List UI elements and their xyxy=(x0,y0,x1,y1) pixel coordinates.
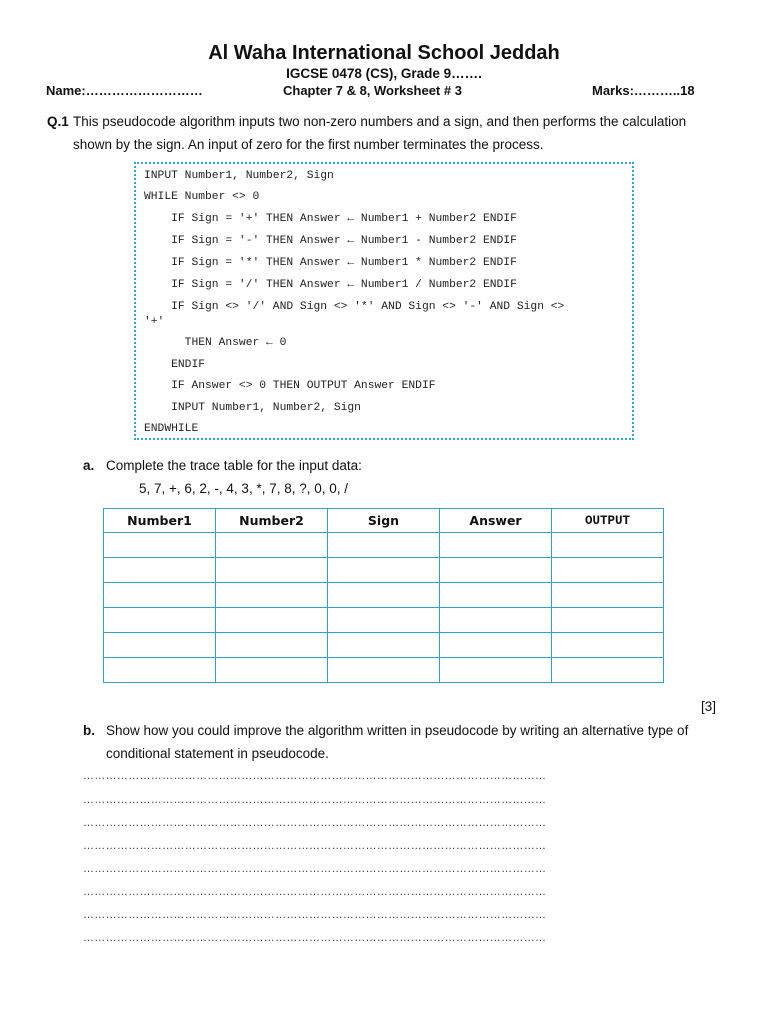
table-cell[interactable] xyxy=(216,533,328,558)
table-cell[interactable] xyxy=(552,608,664,633)
table-cell[interactable] xyxy=(552,658,664,683)
column-header: Answer xyxy=(440,509,552,533)
table-cell[interactable] xyxy=(104,533,216,558)
answer-line[interactable]: …………………………………………………………………………………………………………… xyxy=(83,863,547,875)
answer-line[interactable]: …………………………………………………………………………………………………………… xyxy=(83,840,547,852)
table-cell[interactable] xyxy=(104,633,216,658)
table-cell[interactable] xyxy=(440,633,552,658)
table-cell[interactable] xyxy=(216,583,328,608)
answer-line[interactable]: …………………………………………………………………………………………………………… xyxy=(83,932,547,944)
code-line: IF Sign = '-' THEN Answer ← Number1 - Number2 ENDIF xyxy=(144,235,517,247)
code-line: '+' xyxy=(144,316,165,328)
part-b-text-line2: conditional statement in pseudocode. xyxy=(106,746,329,761)
table-cell[interactable] xyxy=(440,583,552,608)
table-cell[interactable] xyxy=(216,633,328,658)
code-line: IF Sign = '+' THEN Answer ← Number1 + Number2 ENDIF xyxy=(144,213,517,225)
table-cell[interactable] xyxy=(104,558,216,583)
table-cell[interactable] xyxy=(216,658,328,683)
table-cell[interactable] xyxy=(328,558,440,583)
trace-table xyxy=(103,508,664,683)
course-subtitle: IGCSE 0478 (CS), Grade 9……. xyxy=(286,66,482,81)
answer-line[interactable]: …………………………………………………………………………………………………………… xyxy=(83,909,547,921)
table-cell[interactable] xyxy=(552,583,664,608)
chapter-label: Chapter 7 & 8, Worksheet # 3 xyxy=(283,83,462,98)
code-line: WHILE Number <> 0 xyxy=(144,191,260,203)
code-line: ENDIF xyxy=(144,359,206,371)
part-a-marks: [3] xyxy=(700,699,716,714)
column-header: Sign xyxy=(328,509,440,533)
table-row xyxy=(104,533,664,558)
table-cell[interactable] xyxy=(552,533,664,558)
code-line: IF Sign = '*' THEN Answer ← Number1 * Number2 ENDIF xyxy=(144,257,517,269)
table-row xyxy=(104,658,664,683)
table-cell[interactable] xyxy=(552,558,664,583)
table-cell[interactable] xyxy=(104,583,216,608)
table-cell[interactable] xyxy=(440,608,552,633)
code-line: INPUT Number1, Number2, Sign xyxy=(144,402,361,414)
code-line: IF Sign = '/' THEN Answer ← Number1 / Number2 ENDIF xyxy=(144,279,517,291)
table-row xyxy=(104,633,664,658)
school-title: Al Waha International School Jeddah xyxy=(208,42,560,64)
table-cell[interactable] xyxy=(440,533,552,558)
marks-field: Marks:………..18 xyxy=(592,83,695,98)
trace-table-header xyxy=(104,509,664,533)
table-cell[interactable] xyxy=(328,658,440,683)
table-cell[interactable] xyxy=(440,558,552,583)
table-cell[interactable] xyxy=(216,558,328,583)
part-b-text-line1: Show how you could improve the algorithm written in pseudocode by writing an alternative type of xyxy=(106,723,689,738)
table-cell[interactable] xyxy=(104,608,216,633)
column-header: OUTPUT xyxy=(552,509,664,533)
input-data: 5, 7, +, 6, 2, -, 4, 3, *, 7, 8, ?, 0, 0, / xyxy=(139,481,348,496)
column-header: Number2 xyxy=(216,509,328,533)
table-cell[interactable] xyxy=(328,533,440,558)
code-line: IF Sign <> '/' AND Sign <> '*' AND Sign <> '-' AND Sign <> xyxy=(144,301,565,313)
part-b-label: b. xyxy=(83,723,95,738)
answer-line[interactable]: …………………………………………………………………………………………………………… xyxy=(83,886,547,898)
table-cell[interactable] xyxy=(328,633,440,658)
answer-line[interactable]: …………………………………………………………………………………………………………… xyxy=(83,770,547,782)
code-line: THEN Answer ← 0 xyxy=(144,337,287,349)
code-line: IF Answer <> 0 THEN OUTPUT Answer ENDIF xyxy=(144,380,436,392)
question-text: This pseudocode algorithm inputs two non-zero numbers and a sign, and then performs the calculation shown by the sign. An input of zero for the first number terminates the process. xyxy=(73,114,687,152)
table-cell[interactable] xyxy=(328,583,440,608)
part-a-text: Complete the trace table for the input data: xyxy=(106,458,362,473)
code-line: INPUT Number1, Number2, Sign xyxy=(144,170,334,182)
table-cell[interactable] xyxy=(104,658,216,683)
answer-line[interactable]: …………………………………………………………………………………………………………… xyxy=(83,817,547,829)
table-row xyxy=(104,608,664,633)
answer-line[interactable]: …………………………………………………………………………………………………………… xyxy=(83,794,547,806)
question-number: Q.1 xyxy=(47,114,69,129)
table-row xyxy=(104,558,664,583)
table-cell[interactable] xyxy=(440,658,552,683)
code-line: ENDWHILE xyxy=(144,423,199,435)
table-cell[interactable] xyxy=(328,608,440,633)
part-a-label: a. xyxy=(83,458,95,473)
name-field[interactable]: Name:……………………… xyxy=(46,83,203,98)
table-cell[interactable] xyxy=(552,633,664,658)
column-header: Number1 xyxy=(104,509,216,533)
table-row xyxy=(104,583,664,608)
table-cell[interactable] xyxy=(216,608,328,633)
